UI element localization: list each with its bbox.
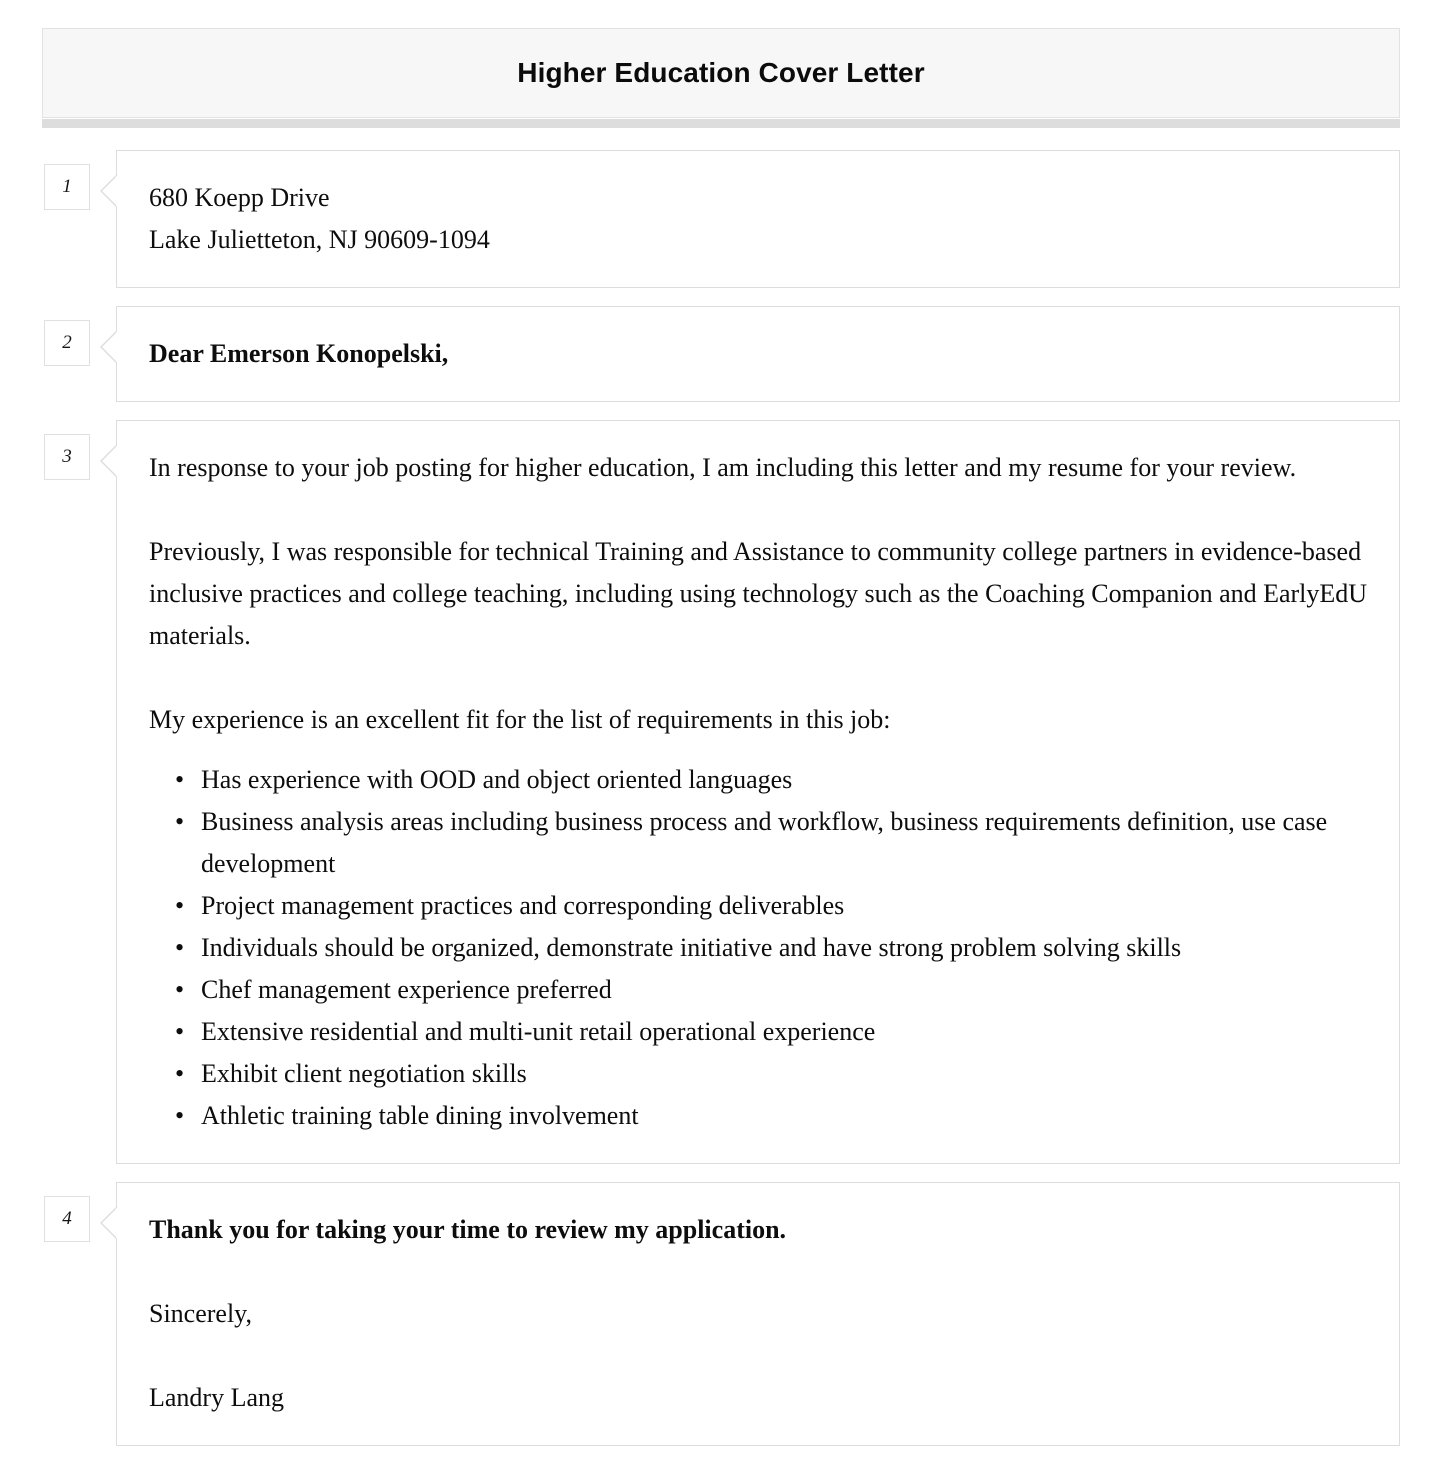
notch-mask: [116, 176, 117, 206]
document-header: [42, 28, 1400, 118]
section-letter-body: [0, 420, 1440, 1164]
body-paragraph-experience: Previously, I was responsible for technical Training and Assistance to community college partners in evidence-based inclusive practices and college teaching, including using technology such as the Coaching Companion and EarlyEdU materials.: [149, 537, 1368, 650]
sections-container: [0, 150, 1440, 1464]
list-item-text: Athletic training table dining involvement: [201, 1101, 639, 1130]
bullet-icon: •: [175, 765, 185, 794]
sign-off-text: Sincerely,: [149, 1299, 252, 1328]
list-item-text: Extensive residential and multi-unit retail operational experience: [201, 1017, 876, 1046]
bullet-icon: •: [175, 1017, 185, 1046]
address-line-street: 680 Koepp Drive: [149, 183, 330, 212]
thank-you-text: Thank you for taking your time to review my application.: [149, 1215, 787, 1244]
section-number-label: 1: [62, 176, 72, 197]
bullet-icon: •: [175, 807, 185, 836]
notch-mask: [116, 332, 117, 362]
salutation-text: Dear Emerson Konopelski,: [149, 339, 449, 368]
body-paragraph-intro: In response to your job posting for higher education, I am including this letter and my resume for your review.: [149, 453, 1297, 482]
section-number-badge-3: [44, 434, 90, 480]
section-number-label: 4: [62, 1208, 72, 1229]
list-item: [175, 885, 1369, 927]
section-closing: [0, 1182, 1440, 1446]
list-item: [175, 801, 1369, 885]
list-item-text: Has experience with OOD and object oriented languages: [201, 765, 793, 794]
list-item-text: Individuals should be organized, demonstrate initiative and have strong problem solving skills: [201, 933, 1182, 962]
address-block[interactable]: [116, 150, 1400, 288]
section-number-label: 3: [62, 446, 72, 467]
bullet-icon: •: [175, 891, 185, 920]
section-salutation: [0, 306, 1440, 402]
bubble-notch-icon: [100, 330, 117, 364]
notch-mask: [116, 1208, 117, 1238]
bullet-icon: •: [175, 933, 185, 962]
signature-name: Landry Lang: [149, 1383, 285, 1412]
section-number-badge-4: [44, 1196, 90, 1242]
list-item: [175, 969, 1369, 1011]
header-divider: [42, 119, 1400, 128]
list-item: [175, 1011, 1369, 1053]
closing-block[interactable]: [116, 1182, 1400, 1446]
bubble-notch-icon: [100, 1206, 117, 1240]
list-item-text: Business analysis areas including business process and workflow, business requirements definition, use case development: [201, 807, 1328, 878]
salutation-block[interactable]: [116, 306, 1400, 402]
notch-mask: [116, 446, 117, 476]
section-number-label: 2: [62, 332, 72, 353]
bullet-icon: •: [175, 1059, 185, 1088]
address-line-city-state-zip: Lake Julietteton, NJ 90609-1094: [149, 225, 490, 254]
list-item-text: Chef management experience preferred: [201, 975, 612, 1004]
bubble-notch-icon: [100, 174, 117, 208]
list-item: [175, 1053, 1369, 1095]
closing-spacer-2: [149, 1335, 1369, 1377]
requirements-list: [149, 759, 1369, 1137]
body-paragraph-fit: My experience is an excellent fit for the list of requirements in this job:: [149, 705, 891, 734]
list-item-text: Project management practices and corresponding deliverables: [201, 891, 845, 920]
letter-body-block[interactable]: [116, 420, 1400, 1164]
bubble-notch-icon: [100, 444, 117, 478]
closing-spacer-1: [149, 1251, 1369, 1293]
list-item: [175, 927, 1369, 969]
section-number-badge-2: [44, 320, 90, 366]
section-sender-address: [0, 150, 1440, 288]
page-title: Higher Education Cover Letter: [517, 57, 925, 89]
section-number-badge-1: [44, 164, 90, 210]
list-item-text: Exhibit client negotiation skills: [201, 1059, 527, 1088]
list-item: [175, 1095, 1369, 1137]
bullet-icon: •: [175, 975, 185, 1004]
bullet-icon: •: [175, 1101, 185, 1130]
list-item: [175, 759, 1369, 801]
